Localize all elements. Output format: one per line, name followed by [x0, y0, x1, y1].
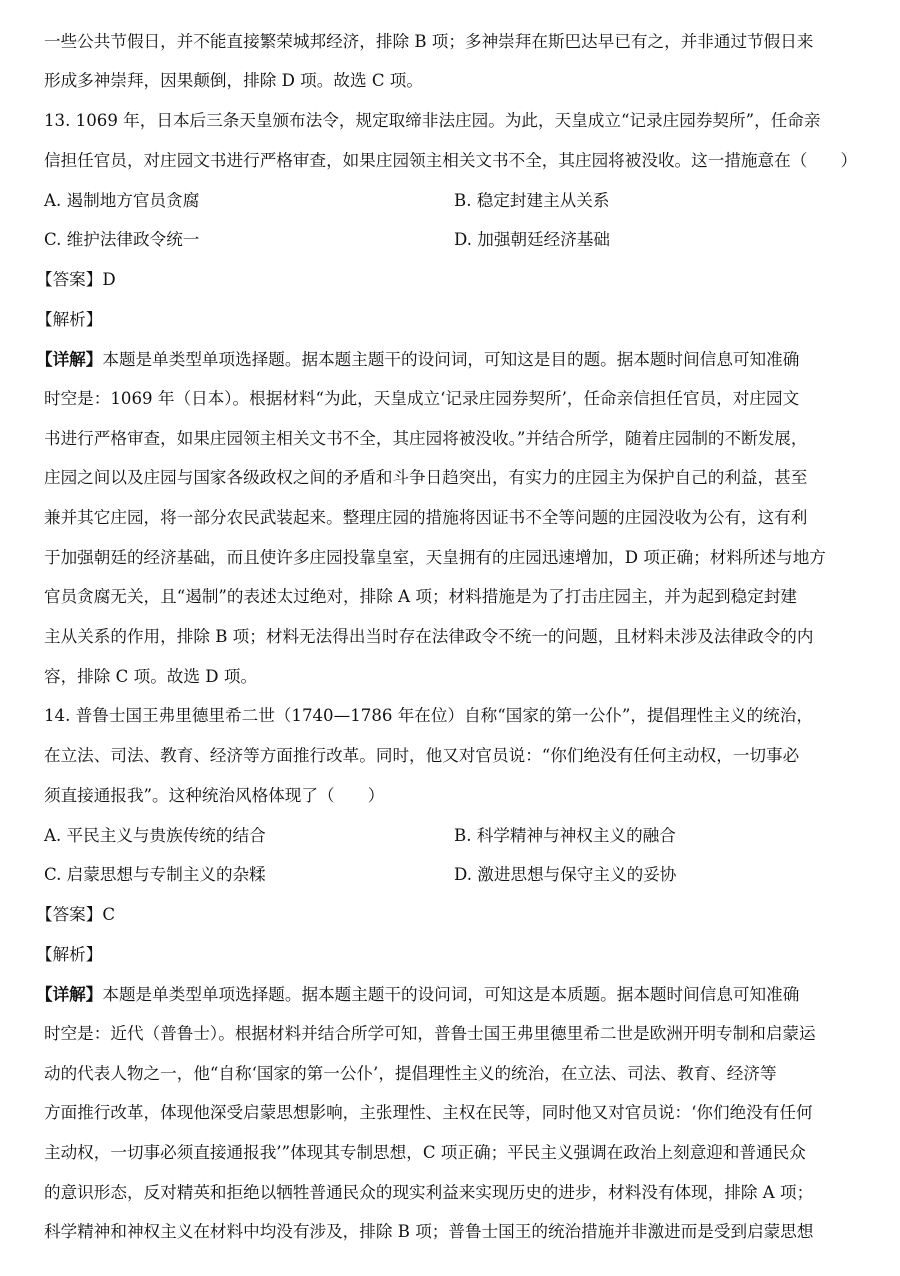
intro-line: 形成多神崇拜，因果颠倒，排除 D 项。故选 C 项。 — [44, 71, 423, 90]
q13-option-c: C. 维护法律政令统一 — [44, 230, 200, 249]
q13-stem-line: 13. 1069 年，日本后三条天皇颁布法令，规定取缔非法庄园。为此，天皇成立“记录庄园券契所”，任命亲 — [44, 111, 821, 130]
q13-detail-line: 时空是：1069 年（日本）。根据材料“为此，天皇成立‘记录庄园券契所’，任命亲信担任官员，对庄园文 — [44, 389, 800, 408]
q14-detail-line: 方面推行改革，体现他深受启蒙思想影响，主张理性、主权在民等，同时他又对官员说：‘你们绝没有任何 — [44, 1103, 813, 1122]
q14-detail-line: 动的代表人物之一，他“自称‘国家的第一公仆’，提倡理性主义的统治，在立法、司法、教育、经济等 — [44, 1064, 777, 1083]
q13-detail-line: 书进行严格审查，如果庄园领主相关文书不全，其庄园将被没收。”并结合所学，随着庄园制的不断发展， — [44, 429, 808, 448]
q14-detail-line: 主动权，一切事必须直接通报我’”体现其专制思想，C 项正确；平民主义强调在政治上刻意迎和普通民众 — [44, 1143, 806, 1162]
q14-analysis-label: 【解析】 — [36, 945, 103, 964]
q14-detail-line — [36, 983, 799, 1006]
q13-answer — [36, 269, 116, 291]
q14-option-b: B. 科学精神与神权主义的融合 — [454, 826, 676, 845]
q14-option-c: C. 启蒙思想与专制主义的杂糅 — [44, 865, 266, 884]
q13-detail-line: 于加强朝廷的经济基础，而且使许多庄园投靠皇室，天皇拥有的庄园迅速增加，D 项正确；材料所述与地方 — [44, 548, 826, 567]
q13-detail-line: 容，排除 C 项。故选 D 项。 — [44, 667, 258, 686]
detail-label: 【详解】 — [36, 984, 103, 1004]
q13-analysis-label: 【解析】 — [36, 310, 103, 329]
detail-label: 【详解】 — [36, 349, 103, 369]
answer-label: 【答案】 — [36, 905, 103, 924]
q14-stem-line: 在立法、司法、教育、经济等方面推行改革。同时，他又对官员说：“你们绝没有任何主动权，一切事必 — [44, 746, 800, 765]
q14-option-d: D. 激进思想与保守主义的妥协 — [454, 865, 677, 884]
answer-label: 【答案】 — [36, 270, 103, 289]
answer-value: D — [102, 270, 116, 289]
q14-detail-line: 的意识形态，反对精英和拒绝以牺牲普通民众的现实利益来实现历史的进步，材料没有体现，排除 A 项； — [44, 1183, 814, 1202]
q13-option-a: A. 遏制地方官员贪腐 — [44, 191, 200, 210]
detail-text: 本题是单类型单项选择题。据本题主题干的设问词，可知这是目的题。据本题时间信息可知准确 — [102, 350, 800, 369]
q13-detail-line: 兼并其它庄园，将一部分农民武装起来。整理庄园的措施将因证书不全等问题的庄园没收为公有，这有利 — [44, 508, 808, 527]
q14-answer — [36, 904, 115, 926]
q13-detail-line: 庄园之间以及庄园与国家各级政权之间的矛盾和斗争日趋突出，有实力的庄园主为保护自己的利益，甚至 — [44, 468, 808, 487]
q14-stem-line: 14. 普鲁士国王弗里德里希二世（1740—1786 年在位）自称“国家的第一公仆”，提倡理性主义的统治， — [44, 706, 813, 725]
q13-detail-line — [36, 348, 799, 371]
q14-stem-line: 须直接通报我”。这种统治风格体现了（ ） — [44, 786, 385, 805]
q13-stem-line: 信担任官员，对庄园文书进行严格审查，如果庄园领主相关文书不全，其庄园将被没收。这一措施意在（ ） — [44, 151, 858, 170]
q13-detail-line: 官员贪腐无关，且“遏制”的表述太过绝对，排除 A 项；材料措施是为了打击庄园主，并为起到稳定封建 — [44, 587, 798, 606]
answer-value: C — [102, 905, 116, 924]
intro-line: 一些公共节假日，并不能直接繁荣城邦经济，排除 B 项；多神崇拜在斯巴达早已有之，并非通过节假日来 — [44, 32, 814, 51]
q13-option-b: B. 稳定封建主从关系 — [454, 191, 610, 210]
q13-detail-line: 主从关系的作用，排除 B 项；材料无法得出当时存在法律政令不统一的问题，且材料未涉及法律政令的内 — [44, 627, 814, 646]
q14-detail-line: 时空是：近代（普鲁士）。根据材料并结合所学可知，普鲁士国王弗里德里希二世是欧洲开明专制和启蒙运 — [44, 1024, 816, 1043]
detail-text: 本题是单类型单项选择题。据本题主题干的设问词，可知这是本质题。据本题时间信息可知准确 — [102, 985, 800, 1004]
q13-option-d: D. 加强朝廷经济基础 — [454, 230, 611, 249]
q14-detail-line: 科学精神和神权主义在材料中均没有涉及，排除 B 项；普鲁士国王的统治措施并非激进而是受到启蒙思想 — [44, 1222, 814, 1241]
q14-option-a: A. 平民主义与贵族传统的结合 — [44, 826, 266, 845]
